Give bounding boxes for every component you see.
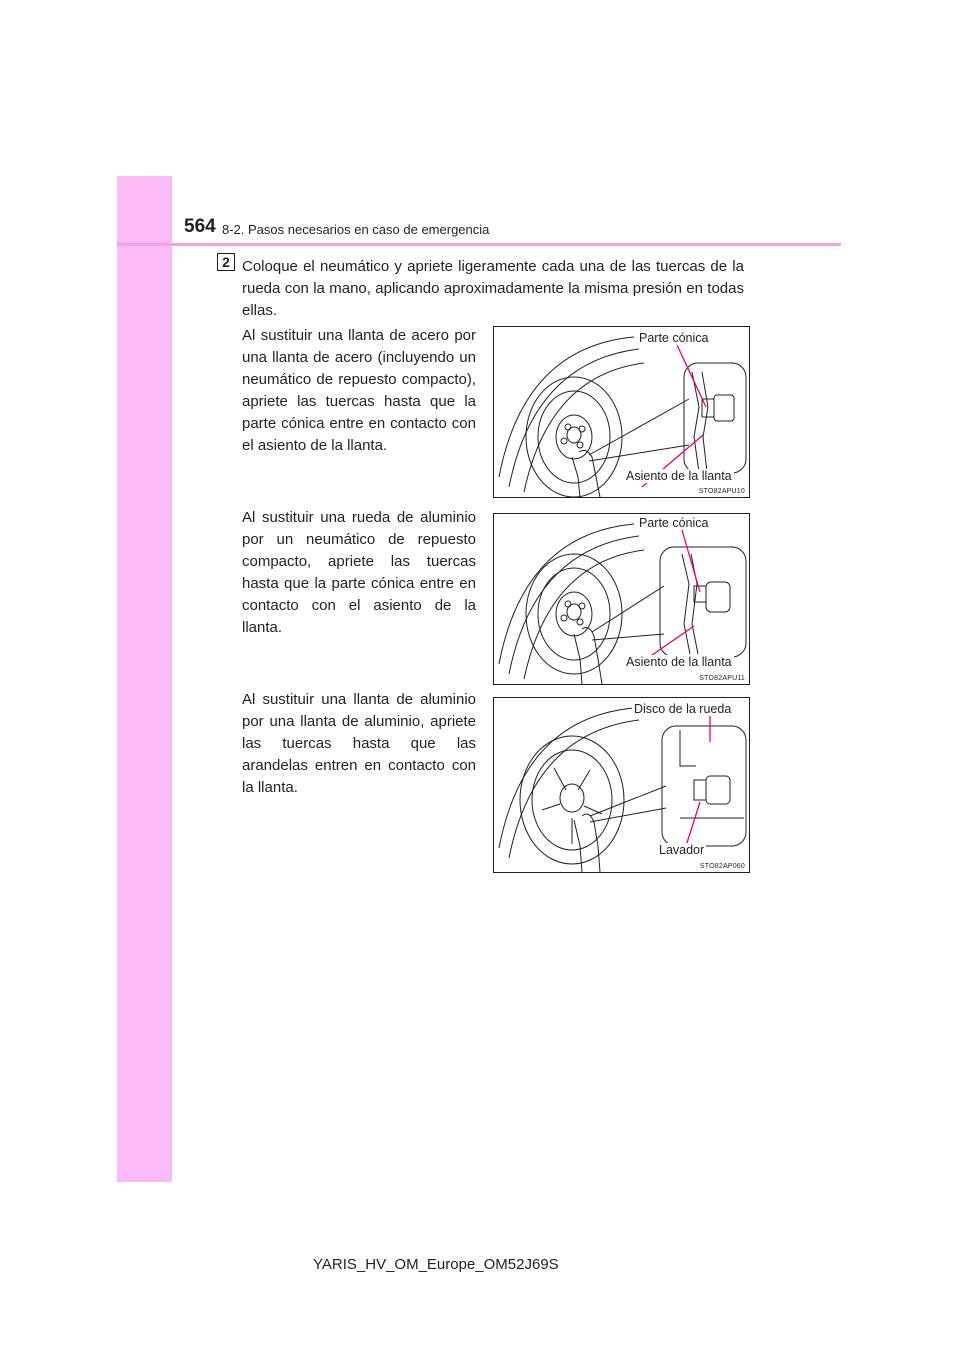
- figure-steel-to-steel: [493, 326, 750, 498]
- header-rule: [117, 243, 841, 246]
- figure-code: STO82AP060: [699, 863, 745, 870]
- page-number: 564: [184, 216, 216, 237]
- figure-label-rim-seat: Asiento de la llanta: [626, 469, 732, 483]
- section-title: 8-2. Pasos necesarios en caso de emergencia: [222, 222, 490, 237]
- item-2-text: Al sustituir una rueda de aluminio por un neumático de repuesto compacto, apriete las tuercas hasta que la parte cónica entre en contacto con el asiento de la llanta.: [242, 509, 476, 636]
- figure-aluminum-to-aluminum: [493, 697, 750, 873]
- figure-label-washer: Lavador: [659, 843, 705, 857]
- item-3-text: Al sustituir una llanta de aluminio por una llanta de aluminio, apriete las tuercas hasta que las arandelas entren en contacto con la llanta.: [242, 691, 476, 796]
- step-instruction: Coloque el neumático y apriete ligeramente cada una de las tuercas de la rueda con la mano, aplicando aproximadamente la misma presión en todas ellas.: [242, 258, 744, 319]
- item-1-text: Al sustituir una llanta de acero por una llanta de acero (incluyendo un neumático de repuesto compacto), apriete las tuercas hasta que la parte cónica entre en contacto con el asiento de la llanta.: [242, 327, 476, 454]
- figure-label-wheel-disc: Disco de la rueda: [634, 702, 732, 716]
- step-number-badge: 2: [217, 253, 235, 271]
- figure-aluminum-to-compact-spare: [493, 513, 750, 685]
- figure-label-conical-part: Parte cónica: [639, 331, 709, 345]
- footer-document-id: YARIS_HV_OM_Europe_OM52J69S: [313, 1256, 559, 1273]
- figure-label-rim-seat: Asiento de la llanta: [626, 655, 732, 669]
- chapter-sidebar-tab: [117, 176, 172, 1182]
- figure-code: STO82APU11: [699, 675, 745, 682]
- figure-code: STO82APU10: [698, 488, 745, 495]
- wheel-nut-washer-illustration: [494, 698, 749, 872]
- figure-label-conical-part: Parte cónica: [639, 516, 709, 530]
